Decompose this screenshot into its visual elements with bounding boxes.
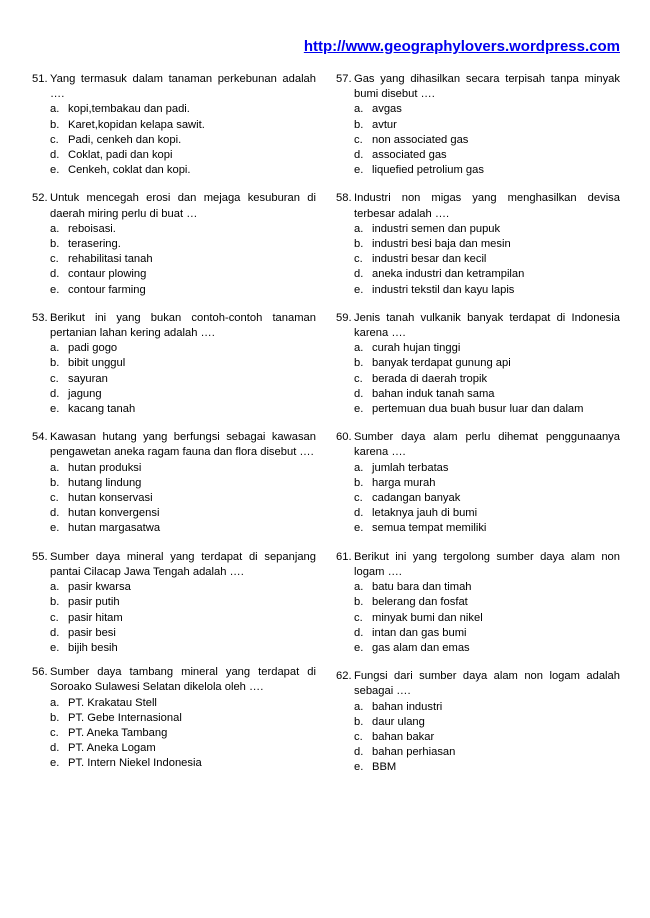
option-letter: d. bbox=[354, 268, 364, 281]
option-letter: b. bbox=[354, 596, 364, 609]
option-text: contaur plowing bbox=[68, 268, 147, 281]
option-letter: e. bbox=[354, 522, 364, 535]
option-list bbox=[32, 341, 316, 417]
option-text: aneka industri dan ketrampilan bbox=[372, 268, 525, 281]
option-text: industri semen dan pupuk bbox=[372, 222, 501, 235]
option-text: gas alam dan emas bbox=[372, 641, 470, 654]
option-text: Coklat, padi dan kopi bbox=[68, 149, 173, 162]
option-list bbox=[336, 222, 620, 298]
option-letter: b. bbox=[354, 357, 364, 370]
option-letter: b. bbox=[50, 476, 60, 489]
option-text: bahan industri bbox=[372, 700, 443, 713]
option-letter: c. bbox=[50, 133, 59, 146]
option-text: kopi,tembakau dan padi. bbox=[68, 103, 190, 116]
question-stem bbox=[336, 430, 620, 460]
question bbox=[32, 191, 316, 297]
right-column bbox=[336, 72, 620, 789]
option-letter: d. bbox=[50, 742, 60, 755]
answer-option bbox=[354, 611, 620, 626]
option-text: pasir putih bbox=[68, 596, 120, 609]
question-text: Gas yang dihasilkan secara terpisah tanpa minyak bumi disebut …. bbox=[354, 73, 620, 101]
question-stem bbox=[32, 311, 316, 341]
question-number: 62. bbox=[336, 670, 352, 683]
answer-option bbox=[354, 133, 620, 148]
question-number: 51. bbox=[32, 73, 48, 85]
answer-option bbox=[354, 506, 620, 521]
option-text: avgas bbox=[372, 103, 402, 116]
option-text: associated gas bbox=[372, 149, 447, 162]
option-text: daur ulang bbox=[372, 715, 425, 728]
answer-option bbox=[50, 711, 316, 726]
question-text: Sumber daya mineral yang terdapat di sepanjang pantai Cilacap Jawa Tengah adalah …. bbox=[50, 550, 316, 578]
option-letter: c. bbox=[50, 726, 59, 739]
answer-option bbox=[354, 102, 620, 117]
option-text: curah hujan tinggi bbox=[372, 342, 461, 355]
option-letter: c. bbox=[354, 611, 363, 624]
answer-option bbox=[50, 626, 316, 641]
option-letter: c. bbox=[354, 730, 363, 743]
option-text: reboisasi. bbox=[68, 222, 116, 235]
option-letter: b. bbox=[50, 596, 60, 609]
option-letter: c. bbox=[354, 372, 363, 385]
option-text: avtur bbox=[372, 118, 397, 131]
answer-option bbox=[50, 402, 316, 417]
option-letter: a. bbox=[354, 461, 364, 474]
option-letter: a. bbox=[50, 222, 60, 235]
answer-option bbox=[354, 580, 620, 595]
answer-option bbox=[50, 595, 316, 610]
answer-option bbox=[50, 356, 316, 371]
option-text: minyak bumi dan nikel bbox=[372, 611, 483, 624]
option-letter: b. bbox=[50, 118, 60, 131]
answer-option bbox=[50, 641, 316, 656]
option-text: bijih besih bbox=[68, 641, 118, 654]
option-letter: c. bbox=[50, 372, 59, 385]
option-text: jagung bbox=[68, 387, 102, 400]
option-text: Cenkeh, coklat dan kopi. bbox=[68, 164, 191, 177]
question-text: Yang termasuk dalam tanaman perkebunan adalah …. bbox=[50, 73, 316, 101]
option-text: contour farming bbox=[68, 283, 146, 296]
question-stem bbox=[336, 669, 620, 699]
option-text: pasir hitam bbox=[68, 611, 123, 624]
option-text: pasir besi bbox=[68, 626, 116, 639]
question-stem bbox=[336, 311, 620, 341]
option-letter: b. bbox=[50, 357, 60, 370]
option-letter: c. bbox=[354, 492, 363, 505]
option-text: bahan induk tanah sama bbox=[372, 387, 495, 400]
question-number: 59. bbox=[336, 311, 352, 324]
question-text: Industri non migas yang menghasilkan devisa terbesar adalah …. bbox=[354, 192, 620, 220]
question bbox=[336, 311, 620, 417]
answer-option bbox=[354, 461, 620, 476]
answer-option bbox=[50, 283, 316, 298]
option-letter: a. bbox=[50, 696, 60, 709]
question-number: 53. bbox=[32, 311, 48, 324]
question bbox=[32, 72, 316, 178]
answer-option bbox=[50, 491, 316, 506]
option-letter: d. bbox=[354, 626, 364, 639]
option-letter: e. bbox=[354, 641, 364, 654]
question bbox=[336, 191, 620, 297]
answer-option bbox=[50, 237, 316, 252]
option-letter: d. bbox=[354, 507, 364, 520]
answer-option bbox=[354, 372, 620, 387]
question-text: Kawasan hutang yang berfungsi sebagai kawasan pengawetan aneka ragam fauna dan flora disebut …. bbox=[50, 431, 316, 459]
option-text: non associated gas bbox=[372, 133, 469, 146]
question bbox=[32, 550, 316, 656]
answer-option bbox=[50, 252, 316, 267]
option-text: industri tekstil dan kayu lapis bbox=[372, 283, 515, 296]
answer-option bbox=[50, 341, 316, 356]
question-text: Fungsi dari sumber daya alam non logam adalah sebagai …. bbox=[354, 670, 620, 698]
option-text: belerang dan fosfat bbox=[372, 596, 468, 609]
answer-option bbox=[50, 741, 316, 756]
option-letter: a. bbox=[50, 103, 60, 116]
answer-option bbox=[354, 387, 620, 402]
option-list bbox=[32, 222, 316, 298]
answer-option bbox=[50, 372, 316, 387]
question-number: 58. bbox=[336, 192, 352, 205]
answer-option bbox=[354, 626, 620, 641]
option-text: rehabilitasi tanah bbox=[68, 253, 153, 266]
answer-option bbox=[50, 506, 316, 521]
option-text: padi gogo bbox=[68, 342, 118, 355]
option-text: kacang tanah bbox=[68, 403, 136, 416]
option-list bbox=[32, 461, 316, 537]
question-number: 52. bbox=[32, 192, 48, 205]
answer-option bbox=[50, 476, 316, 491]
answer-option bbox=[354, 491, 620, 506]
option-text: bibit unggul bbox=[68, 357, 126, 370]
answer-option bbox=[50, 387, 316, 402]
option-letter: a. bbox=[354, 700, 364, 713]
option-list bbox=[32, 696, 316, 772]
option-text: batu bara dan timah bbox=[372, 581, 472, 594]
option-letter: d. bbox=[50, 268, 60, 281]
option-text: bahan perhiasan bbox=[372, 746, 456, 759]
answer-option bbox=[354, 118, 620, 133]
question-number: 60. bbox=[336, 431, 352, 444]
answer-option bbox=[354, 402, 620, 417]
question-stem bbox=[32, 430, 316, 460]
question-text: Sumber daya alam perlu dihemat penggunaanya karena …. bbox=[354, 431, 620, 459]
option-text: Padi, cenkeh dan kopi. bbox=[68, 133, 182, 146]
answer-option bbox=[354, 163, 620, 178]
option-letter: e. bbox=[50, 757, 60, 770]
option-text: PT. Aneka Tambang bbox=[68, 726, 168, 739]
option-text: sayuran bbox=[68, 372, 108, 385]
option-letter: a. bbox=[354, 581, 364, 594]
answer-option bbox=[50, 267, 316, 282]
question-number: 55. bbox=[32, 550, 48, 563]
option-letter: e. bbox=[354, 761, 364, 774]
option-letter: e. bbox=[50, 283, 60, 296]
answer-option bbox=[354, 700, 620, 715]
question-number: 56. bbox=[32, 666, 48, 679]
option-text: intan dan gas bumi bbox=[372, 626, 467, 639]
option-text: jumlah terbatas bbox=[372, 461, 449, 474]
option-text: BBM bbox=[372, 761, 397, 774]
question bbox=[336, 550, 620, 656]
option-letter: d. bbox=[50, 149, 60, 162]
question bbox=[336, 430, 620, 536]
option-text: Karet,kopidan kelapa sawit. bbox=[68, 118, 205, 131]
option-list bbox=[336, 102, 620, 178]
option-text: PT. Aneka Logam bbox=[68, 742, 156, 755]
question bbox=[32, 665, 316, 771]
answer-option bbox=[50, 102, 316, 117]
option-letter: e. bbox=[50, 641, 60, 654]
answer-option bbox=[50, 696, 316, 711]
option-letter: e. bbox=[354, 283, 364, 296]
answer-option bbox=[354, 283, 620, 298]
option-list bbox=[336, 580, 620, 656]
option-letter: e. bbox=[50, 403, 60, 416]
option-text: pasir kwarsa bbox=[68, 581, 131, 594]
answer-option bbox=[50, 580, 316, 595]
option-text: bahan bakar bbox=[372, 730, 435, 743]
option-text: industri besar dan kecil bbox=[372, 253, 487, 266]
option-letter: b. bbox=[354, 118, 364, 131]
option-letter: b. bbox=[50, 711, 60, 724]
answer-option bbox=[354, 237, 620, 252]
answer-option bbox=[354, 521, 620, 536]
answer-option bbox=[354, 595, 620, 610]
question-stem bbox=[336, 191, 620, 221]
question-number: 61. bbox=[336, 550, 352, 563]
answer-option bbox=[50, 148, 316, 163]
answer-option bbox=[354, 222, 620, 237]
answer-option bbox=[50, 163, 316, 178]
option-text: harga murah bbox=[372, 476, 436, 489]
option-letter: e. bbox=[354, 403, 364, 416]
option-letter: e. bbox=[354, 164, 364, 177]
question-number: 54. bbox=[32, 431, 48, 444]
option-text: semua tempat memiliki bbox=[372, 522, 487, 535]
option-text: hutan konvergensi bbox=[68, 507, 160, 520]
answer-option bbox=[354, 730, 620, 745]
answer-option bbox=[354, 641, 620, 656]
question-stem bbox=[336, 72, 620, 102]
question bbox=[32, 311, 316, 417]
option-text: banyak terdapat gunung api bbox=[372, 357, 511, 370]
option-text: liquefied petrolium gas bbox=[372, 164, 484, 177]
option-list bbox=[32, 102, 316, 178]
option-list bbox=[336, 700, 620, 776]
question bbox=[32, 430, 316, 536]
answer-option bbox=[50, 118, 316, 133]
answer-option bbox=[50, 611, 316, 626]
question-text: Jenis tanah vulkanik banyak terdapat di Indonesia karena …. bbox=[354, 311, 620, 340]
option-letter: b. bbox=[50, 238, 60, 251]
answer-option bbox=[50, 726, 316, 741]
option-text: PT. Gebe Internasional bbox=[68, 711, 182, 724]
question-text: Berikut ini yang bukan contoh-contoh tanaman pertanian lahan kering adalah …. bbox=[50, 311, 316, 340]
answer-option bbox=[50, 521, 316, 536]
question-text: Untuk mencegah erosi dan mejaga kesuburan di daerah miring perlu di buat … bbox=[50, 192, 316, 220]
option-letter: a. bbox=[354, 103, 364, 116]
option-letter: a. bbox=[354, 342, 364, 355]
option-text: industri besi baja dan mesin bbox=[372, 238, 511, 251]
answer-option bbox=[354, 745, 620, 760]
option-letter: a. bbox=[50, 581, 60, 594]
option-letter: a. bbox=[50, 342, 60, 355]
answer-option bbox=[50, 222, 316, 237]
question bbox=[336, 669, 620, 775]
option-list bbox=[336, 341, 620, 417]
question-text: Berikut ini yang tergolong sumber daya alam non logam …. bbox=[354, 550, 620, 578]
option-letter: e. bbox=[50, 522, 60, 535]
option-letter: b. bbox=[354, 715, 364, 728]
answer-option bbox=[50, 461, 316, 476]
option-letter: a. bbox=[354, 222, 364, 235]
option-text: hutang lindung bbox=[68, 476, 142, 489]
option-list bbox=[32, 580, 316, 656]
option-text: letaknya jauh di bumi bbox=[372, 507, 478, 520]
option-letter: c. bbox=[50, 253, 59, 266]
option-letter: d. bbox=[354, 387, 364, 400]
option-letter: d. bbox=[354, 149, 364, 162]
answer-option bbox=[354, 356, 620, 371]
option-letter: c. bbox=[50, 492, 59, 505]
question-stem bbox=[32, 72, 316, 102]
option-letter: e. bbox=[50, 164, 60, 177]
question-text: Sumber daya tambang mineral yang terdapat di Soroako Sulawesi Selatan dikelola oleh …. bbox=[50, 666, 316, 694]
option-letter: d. bbox=[50, 626, 60, 639]
option-letter: d. bbox=[50, 507, 60, 520]
option-letter: c. bbox=[50, 611, 59, 624]
question-stem bbox=[32, 550, 316, 580]
question-stem bbox=[32, 191, 316, 221]
option-text: PT. Intern Niekel Indonesia bbox=[68, 757, 202, 770]
option-text: PT. Krakatau Stell bbox=[68, 696, 157, 709]
left-column bbox=[32, 72, 316, 785]
question bbox=[336, 72, 620, 178]
option-letter: c. bbox=[354, 253, 363, 266]
answer-option bbox=[354, 476, 620, 491]
answer-option bbox=[354, 148, 620, 163]
option-text: berada di daerah tropik bbox=[372, 372, 488, 385]
option-letter: d. bbox=[354, 746, 364, 759]
option-list bbox=[336, 461, 620, 537]
option-text: cadangan banyak bbox=[372, 492, 461, 505]
answer-option bbox=[354, 267, 620, 282]
option-text: pertemuan dua buah busur luar dan dalam bbox=[372, 403, 584, 416]
question-stem bbox=[32, 665, 316, 695]
option-text: hutan konservasi bbox=[68, 492, 153, 505]
answer-option bbox=[354, 252, 620, 267]
answer-option bbox=[354, 715, 620, 730]
option-letter: c. bbox=[354, 133, 363, 146]
option-text: terasering. bbox=[68, 238, 121, 251]
option-text: hutan produksi bbox=[68, 461, 142, 474]
answer-option bbox=[50, 133, 316, 148]
answer-option bbox=[354, 760, 620, 775]
option-text: hutan margasatwa bbox=[68, 522, 161, 535]
option-letter: b. bbox=[354, 476, 364, 489]
website-link[interactable]: http://www.geographylovers.wordpress.com bbox=[303, 38, 620, 55]
question-stem bbox=[336, 550, 620, 580]
option-letter: d. bbox=[50, 387, 60, 400]
option-letter: a. bbox=[50, 461, 60, 474]
option-letter: b. bbox=[354, 238, 364, 251]
answer-option bbox=[50, 756, 316, 771]
answer-option bbox=[354, 341, 620, 356]
question-number: 57. bbox=[336, 73, 352, 85]
